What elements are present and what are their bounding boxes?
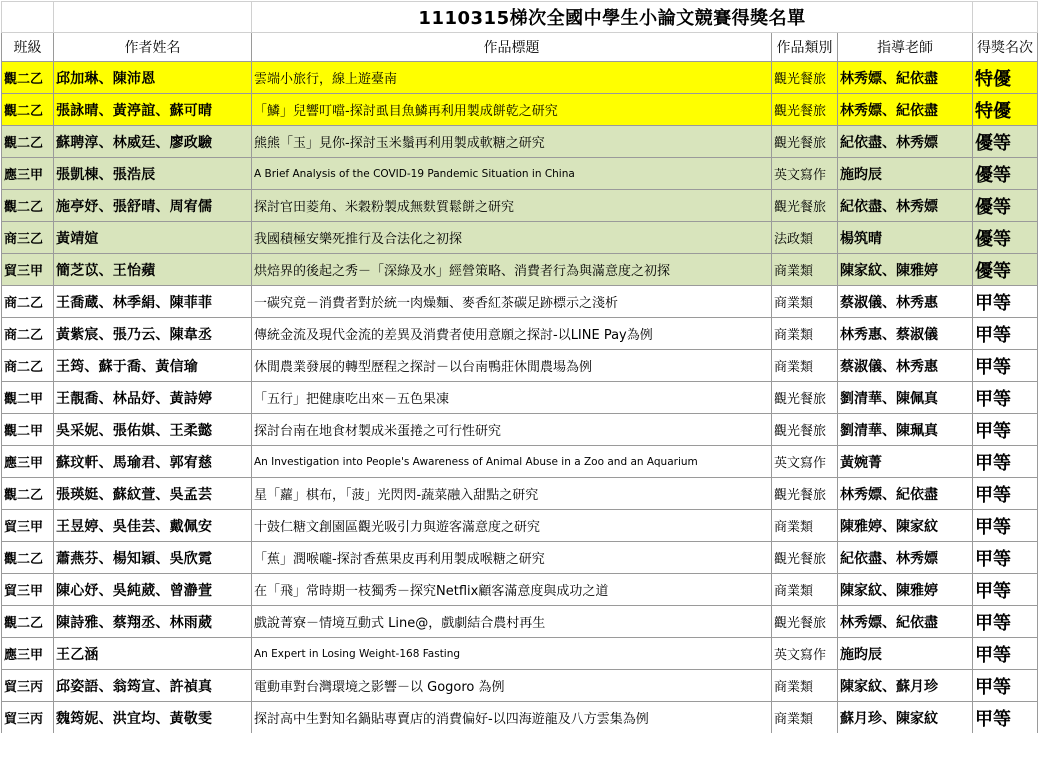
authors-cell[interactable]: 邱加琳、陳沛恩 [54,62,252,94]
award-cell[interactable]: 特優 [973,94,1038,126]
table-row [2,510,1038,542]
advisor-cell[interactable]: 劉清華、陳佩真 [838,382,973,414]
title-cell[interactable]: 「五行」把健康吃出來－五色果凍 [252,382,772,414]
category-cell[interactable]: 商業類 [772,286,838,318]
class-cell[interactable]: 觀二乙 [2,190,54,222]
title-cell[interactable]: 在「飛」常時期一枝獨秀－探究Netflix顧客滿意度與成功之道 [252,574,772,606]
title-cell[interactable]: 星「蘿」棋布，「菠」光閃閃-蔬菜融入甜點之研究 [252,478,772,510]
authors-cell[interactable]: 王喬蔵、林季絹、陳菲菲 [54,286,252,318]
authors-cell[interactable]: 蘇玟軒、馬瑜君、郭宥慈 [54,446,252,478]
class-cell[interactable]: 觀二乙 [2,62,54,94]
award-cell[interactable]: 甲等 [973,510,1038,542]
advisor-cell[interactable]: 紀依盡、林秀嫖 [838,190,973,222]
table-row [2,94,1038,126]
table-row [2,702,1038,734]
class-cell[interactable]: 觀二乙 [2,126,54,158]
title-cell[interactable]: 探討台南在地食材製成米蛋捲之可行性研究 [252,414,772,446]
authors-cell[interactable]: 陳心妤、吳純葳、曾瀞萱 [54,574,252,606]
table-row [2,382,1038,414]
category-cell[interactable]: 觀光餐旅 [772,190,838,222]
table-row [2,670,1038,702]
title-cell[interactable]: 戲說菁寮－情境互動式 Line@，戲劇結合農村再生 [252,606,772,638]
authors-cell[interactable]: 王乙涵 [54,638,252,670]
authors-cell[interactable]: 施亭妤、張舒晴、周宥儒 [54,190,252,222]
title-cell[interactable]: 「鱗」兒響叮噹-探討虱目魚鱗再利用製成餅乾之研究 [252,94,772,126]
advisor-cell[interactable]: 林秀嫖、紀依盡 [838,606,973,638]
title-cell[interactable]: A Brief Analysis of the COVID-19 Pandemic Situation in China [252,158,772,190]
advisor-cell[interactable]: 林秀嫖、紀依盡 [838,478,973,510]
award-cell[interactable]: 優等 [973,126,1038,158]
advisor-cell[interactable]: 蔡淑儀、林秀惠 [838,286,973,318]
title-cell-left[interactable] [2,2,54,33]
category-cell[interactable]: 法政類 [772,222,838,254]
title-cell[interactable]: 熊熊「玉」見你-探討玉米鬚再利用製成軟糖之研究 [252,126,772,158]
header-class[interactable]: 班級 [2,33,54,62]
award-cell[interactable]: 甲等 [973,574,1038,606]
class-cell[interactable]: 貿三甲 [2,510,54,542]
header-category[interactable]: 作品類別 [772,33,838,62]
category-cell[interactable]: 商業類 [772,510,838,542]
class-cell[interactable]: 觀二乙 [2,478,54,510]
category-cell[interactable]: 商業類 [772,254,838,286]
advisor-cell[interactable]: 林秀惠、蔡淑儀 [838,318,973,350]
table-row [2,478,1038,510]
authors-cell[interactable]: 王靚喬、林品妤、黃詩婷 [54,382,252,414]
class-cell[interactable]: 貿三甲 [2,254,54,286]
table-row [2,158,1038,190]
category-cell[interactable]: 商業類 [772,350,838,382]
advisor-cell[interactable]: 黃婉菁 [838,446,973,478]
table-row [2,286,1038,318]
advisor-cell[interactable]: 施昀辰 [838,638,973,670]
category-cell[interactable]: 觀光餐旅 [772,606,838,638]
advisor-cell[interactable]: 劉清華、陳珮真 [838,414,973,446]
advisor-cell[interactable]: 施昀辰 [838,158,973,190]
class-cell[interactable]: 應三甲 [2,446,54,478]
class-cell[interactable]: 觀二甲 [2,382,54,414]
title-cell[interactable]: An Investigation into People's Awareness of Animal Abuse in a Zoo and an Aquarium [252,446,772,478]
class-cell[interactable]: 觀二乙 [2,542,54,574]
title-cell[interactable]: An Expert in Losing Weight-168 Fasting [252,638,772,670]
authors-cell[interactable]: 陳詩雅、蔡翔丞、林雨葳 [54,606,252,638]
category-cell[interactable]: 商業類 [772,670,838,702]
category-cell[interactable]: 觀光餐旅 [772,62,838,94]
title-cell[interactable]: 雲端小旅行，線上遊臺南 [252,62,772,94]
table-row [2,606,1038,638]
class-cell[interactable]: 觀二乙 [2,94,54,126]
award-cell[interactable]: 甲等 [973,350,1038,382]
authors-cell[interactable]: 吳采妮、張佑娸、王柔懿 [54,414,252,446]
table-row [2,638,1038,670]
title-cell[interactable]: 一碳究竟－消費者對於統一肉燥麵、麥香紅茶碳足跡標示之淺析 [252,286,772,318]
class-cell[interactable]: 商二乙 [2,350,54,382]
table-row [2,350,1038,382]
class-cell[interactable]: 觀二乙 [2,606,54,638]
authors-cell[interactable]: 張凱棟、張浩辰 [54,158,252,190]
authors-cell[interactable]: 黃紫宸、張乃云、陳韋丞 [54,318,252,350]
category-cell[interactable]: 觀光餐旅 [772,126,838,158]
class-cell[interactable]: 商二乙 [2,318,54,350]
class-cell[interactable]: 應三甲 [2,158,54,190]
table-row [2,222,1038,254]
header-advisor[interactable]: 指導老師 [838,33,973,62]
award-cell[interactable]: 甲等 [973,446,1038,478]
category-cell[interactable]: 觀光餐旅 [772,382,838,414]
award-cell[interactable]: 優等 [973,190,1038,222]
title-cell[interactable]: 烘焙界的後起之秀－「深綠及水」經營策略、消費者行為與滿意度之初探 [252,254,772,286]
advisor-cell[interactable]: 陳雅婷、陳家紋 [838,510,973,542]
header-award[interactable]: 得獎名次 [973,33,1038,62]
class-cell[interactable]: 貿三丙 [2,670,54,702]
header-row [2,33,1038,62]
title-cell[interactable]: 探討高中生對知名鍋貼專賣店的消費偏好-以四海遊龍及八方雲集為例 [252,702,772,734]
authors-cell[interactable]: 蕭燕芬、楊知穎、吳欣霓 [54,542,252,574]
authors-cell[interactable]: 黃靖媗 [54,222,252,254]
authors-cell[interactable]: 簡芝苡、王怡蘋 [54,254,252,286]
advisor-cell[interactable]: 紀依盡、林秀嫖 [838,542,973,574]
award-cell[interactable]: 甲等 [973,606,1038,638]
title-cell-left2[interactable] [54,2,252,33]
title-row [2,2,1038,33]
authors-cell[interactable]: 張瑛娗、蘇紋萱、吳孟芸 [54,478,252,510]
advisor-cell[interactable]: 紀依盡、林秀嫖 [838,126,973,158]
class-cell[interactable]: 商二乙 [2,286,54,318]
category-cell[interactable]: 英文寫作 [772,446,838,478]
award-cell[interactable]: 甲等 [973,382,1038,414]
table-row [2,190,1038,222]
award-table [1,1,1038,733]
sheet-title[interactable]: 1110315梯次全國中學生小論文競賽得獎名單 [252,2,973,33]
award-cell[interactable]: 甲等 [973,286,1038,318]
class-cell[interactable]: 應三甲 [2,638,54,670]
category-cell[interactable]: 英文寫作 [772,638,838,670]
category-cell[interactable]: 觀光餐旅 [772,478,838,510]
advisor-cell[interactable]: 林秀嫖、紀依盡 [838,62,973,94]
class-cell[interactable]: 貿三丙 [2,702,54,734]
authors-cell[interactable]: 王昱婷、吳佳芸、戴佩安 [54,510,252,542]
award-cell[interactable]: 甲等 [973,638,1038,670]
category-cell[interactable]: 觀光餐旅 [772,94,838,126]
authors-cell[interactable]: 蘇聘淳、林威廷、廖政驗 [54,126,252,158]
title-cell[interactable]: 十鼓仁糖文創園區觀光吸引力與遊客滿意度之研究 [252,510,772,542]
header-authors[interactable]: 作者姓名 [54,33,252,62]
class-cell[interactable]: 觀二甲 [2,414,54,446]
table-row [2,542,1038,574]
table-row [2,414,1038,446]
title-cell[interactable]: 電動車對台灣環境之影響－以 Gogoro 為例 [252,670,772,702]
advisor-cell[interactable]: 林秀嫖、紀依盡 [838,94,973,126]
category-cell[interactable]: 觀光餐旅 [772,542,838,574]
award-cell[interactable]: 甲等 [973,478,1038,510]
award-cell[interactable]: 甲等 [973,702,1038,734]
title-cell-right[interactable] [973,2,1038,33]
advisor-cell[interactable]: 陳家紋、陳雅婷 [838,254,973,286]
table-row [2,446,1038,478]
authors-cell[interactable]: 魏筠妮、洪宜均、黃敬雯 [54,702,252,734]
category-cell[interactable]: 商業類 [772,318,838,350]
award-cell[interactable]: 優等 [973,254,1038,286]
title-cell[interactable]: 探討官田菱角、米穀粉製成無麩質鬆餅之研究 [252,190,772,222]
table-row [2,574,1038,606]
award-cell[interactable]: 優等 [973,222,1038,254]
authors-cell[interactable]: 張詠晴、黃渟誼、蘇可晴 [54,94,252,126]
award-cell[interactable]: 甲等 [973,414,1038,446]
award-cell[interactable]: 優等 [973,158,1038,190]
header-title[interactable]: 作品標題 [252,33,772,62]
award-cell[interactable]: 甲等 [973,542,1038,574]
class-cell[interactable]: 商三乙 [2,222,54,254]
award-cell[interactable]: 甲等 [973,670,1038,702]
advisor-cell[interactable]: 陳家紋、蘇月珍 [838,670,973,702]
table-row [2,126,1038,158]
class-cell[interactable]: 貿三甲 [2,574,54,606]
table-row [2,62,1038,94]
category-cell[interactable]: 商業類 [772,574,838,606]
table-row [2,254,1038,286]
title-cell[interactable]: 「蕉」潤喉嚨-探討香蕉果皮再利用製成喉糖之研究 [252,542,772,574]
authors-cell[interactable]: 邱姿語、翁筠宣、許禎真 [54,670,252,702]
table-row [2,318,1038,350]
advisor-cell[interactable]: 陳家紋、陳雅婷 [838,574,973,606]
advisor-cell[interactable]: 楊筑晴 [838,222,973,254]
title-cell[interactable]: 我國積極安樂死推行及合法化之初探 [252,222,772,254]
advisor-cell[interactable]: 蘇月珍、陳家紋 [838,702,973,734]
category-cell[interactable]: 英文寫作 [772,158,838,190]
category-cell[interactable]: 商業類 [772,702,838,734]
award-cell[interactable]: 特優 [973,62,1038,94]
title-cell[interactable]: 休閒農業發展的轉型歷程之探討－以台南鴨莊休閒農場為例 [252,350,772,382]
award-cell[interactable]: 甲等 [973,318,1038,350]
advisor-cell[interactable]: 蔡淑儀、林秀惠 [838,350,973,382]
authors-cell[interactable]: 王筠、蘇于喬、黃信瑜 [54,350,252,382]
category-cell[interactable]: 觀光餐旅 [772,414,838,446]
title-cell[interactable]: 傳統金流及現代金流的差異及消費者使用意願之探討-以LINE Pay為例 [252,318,772,350]
